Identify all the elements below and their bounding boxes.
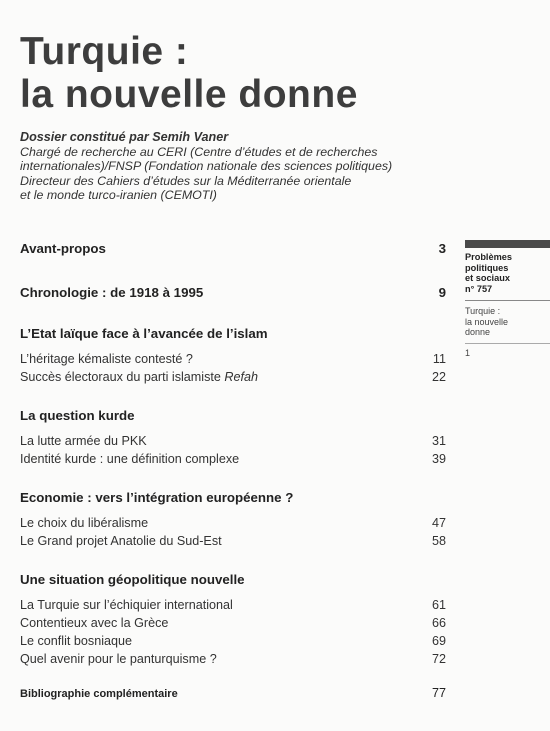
toc-entry-label: Avant-propos (20, 241, 106, 256)
toc-entry-page: 22 (431, 370, 446, 384)
toc-entry[interactable] (20, 432, 446, 450)
series-sidebar (465, 240, 550, 358)
toc-entry-label: Le conflit bosniaque (20, 634, 133, 648)
toc-entry-label: Le Grand projet Anatolie du Sud-Est (20, 534, 222, 548)
party-name: Refah (224, 370, 258, 384)
toc-entry-page: 31 (431, 434, 446, 448)
sidebar-divider (465, 343, 550, 344)
toc-entry-label: La Turquie sur l’échiquier international (20, 598, 233, 612)
sidebar-bar (465, 240, 550, 248)
toc-entry-page: 9 (438, 285, 446, 300)
toc-entry-page: 72 (431, 652, 446, 666)
toc-entry-label: Identité kurde : une définition complexe (20, 452, 240, 466)
toc-section-heading: Economie : vers l’intégration européenne ? (20, 490, 294, 505)
document-title (20, 30, 358, 116)
page-number: 1 (465, 347, 471, 358)
toc-entry-page: 39 (431, 452, 446, 466)
toc-entry-page: 11 (432, 352, 446, 366)
credits-block (20, 130, 450, 203)
issue-title (465, 306, 550, 338)
credit-line: Chargé de recherche au CERI (Centre d’études et de recherches (20, 144, 378, 159)
table-of-contents (20, 240, 446, 702)
title-line-2: la nouvelle donne (20, 73, 358, 116)
toc-entry-label: Bibliographie complémentaire (20, 688, 178, 700)
toc-entry[interactable] (20, 450, 446, 468)
toc-entry-page: 58 (431, 534, 446, 548)
toc-entry-avant-propos[interactable] (20, 240, 446, 258)
credit-line: et le monde turco-iranien (CEMOTI) (20, 188, 217, 202)
toc-entry[interactable] (20, 368, 446, 386)
toc-entry-label: L’héritage kémaliste contesté ? (20, 352, 193, 366)
toc-entry-label: Contentieux avec la Grèce (20, 616, 169, 630)
toc-entry-page: 47 (431, 516, 446, 530)
sidebar-divider (465, 300, 550, 301)
title-line-1: Turquie : (20, 30, 189, 73)
toc-entry-label: La lutte armée du PKK (20, 434, 147, 448)
toc-entry[interactable] (20, 632, 446, 650)
toc-entry-label: Le choix du libéralisme (20, 516, 149, 530)
issue-title-line: la nouvelle (465, 316, 509, 327)
toc-entry-page: 69 (431, 634, 446, 648)
toc-entry-chronologie[interactable] (20, 284, 446, 302)
toc-section-heading: Une situation géopolitique nouvelle (20, 572, 245, 587)
publication-name (465, 252, 550, 294)
toc-entry[interactable] (20, 514, 446, 532)
toc-entry[interactable] (20, 350, 446, 368)
issue-title-line: Turquie : (465, 306, 501, 316)
toc-entry-page: 77 (431, 686, 446, 700)
toc-entry-page: 3 (438, 241, 446, 256)
author-line: Dossier constitué par Semih Vaner (20, 130, 229, 144)
toc-entry[interactable] (20, 650, 446, 668)
toc-entry-label: Quel avenir pour le panturquisme ? (20, 652, 217, 666)
publication-line: et sociaux (465, 273, 510, 283)
publication-number: n° 757 (465, 283, 493, 294)
publication-line: politiques (465, 262, 509, 273)
credit-line: Directeur des Cahiers d’études sur la Méditerranée orientale (20, 173, 352, 188)
toc-entry-page: 66 (431, 616, 446, 630)
toc-section-heading: L’Etat laïque face à l’avancée de l’islam (20, 326, 268, 341)
toc-entry-label: Succès électoraux du parti islamiste Refah (20, 370, 258, 384)
toc-entry[interactable] (20, 532, 446, 550)
credit-line: internationales)/FNSP (Fondation nationale des sciences politiques) (20, 159, 393, 173)
toc-entry-page: 61 (431, 598, 446, 612)
toc-entry-bibliographie[interactable] (20, 684, 446, 702)
toc-section-heading: La question kurde (20, 408, 135, 423)
toc-entry[interactable] (20, 614, 446, 632)
toc-entry[interactable] (20, 596, 446, 614)
publication-line: Problèmes (465, 252, 512, 262)
issue-title-line: donne (465, 327, 491, 337)
toc-entry-label: Chronologie : de 1918 à 1995 (20, 285, 204, 300)
